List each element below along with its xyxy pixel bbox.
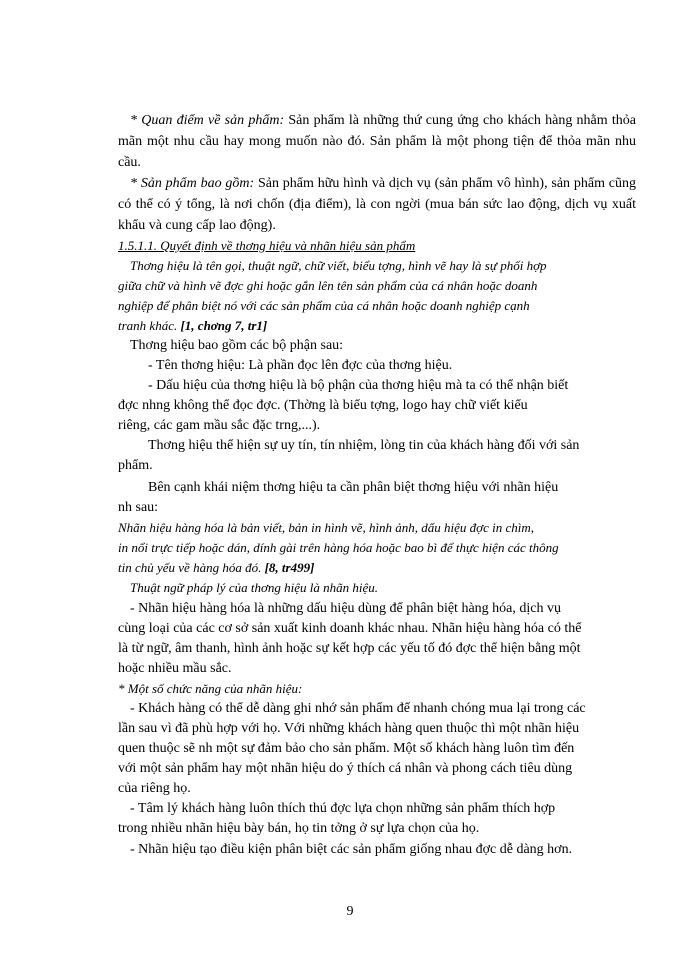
function-line: với một sản phẩm hay một nhãn hiệu do ý thích cá nhân và phong cách tiêu dùng [118, 761, 573, 776]
legal-paragraph: - Nhãn hiệu hàng hóa là những dấu hiệu dùng để phân biệt hàng hóa, dịch vụ [130, 601, 561, 616]
paragraph-product-view [118, 110, 636, 173]
paragraph-lead: * Sản phẩm bao gồm: [130, 176, 255, 191]
part-sign-line: riêng, các gam mầu sắc đặc trng,...). [118, 418, 321, 433]
function-item: - Khách hàng có thể dễ dàng ghi nhớ sản phẩm để nhanh chóng mua lại trong các [130, 701, 586, 716]
part-name-item: - Tên thơng hiệu: Là phần đọc lên đợc của thơng hiệu. [148, 358, 453, 373]
trust-line: phẩm. [118, 458, 153, 473]
definition-line: giữa chữ và hình vẽ đợc ghi hoặc gắn lên tên sản phẩm của cá nhân hoặc doanh [118, 278, 538, 293]
trust-paragraph: Thơng hiệu thể hiện sự uy tín, tín nhiệm, lòng tin của khách hàng đối với sản [148, 438, 580, 453]
part-sign-line: đợc nhng không thể đọc đợc. (Thờng là biểu tợng, logo hay chữ viết kiểu [118, 398, 528, 413]
paragraph-text: Sản phẩm hữu hình và dịch vụ (sản phẩm vô hình), sản phẩm cũng có thể có ý tổng, là nơi chốn (địa điểm), là con ngời (mua bán sức lao động, dịch vụ xuất khẩu và cung cấp lao động). [118, 176, 637, 233]
compare-paragraph: Bên cạnh khái niệm thơng hiệu ta cần phân biệt thơng hiệu với nhãn hiệu [148, 480, 559, 495]
paragraph-product-includes [118, 173, 636, 236]
label-definition-line: Nhãn hiệu hàng hóa là bản viết, bản in hình vẽ, hình ảnh, dấu hiệu đợc in chìm, [118, 520, 535, 535]
function-item: - Tâm lý khách hàng luôn thích thú đợc lựa chọn những sản phẩm thích hợp [130, 801, 556, 816]
function-line: trong nhiều nhãn hiệu bày bán, họ tin tởng ở sự lựa chọn của họ. [118, 821, 480, 836]
legal-term: Thuật ngữ pháp lý của thơng hiệu là nhãn hiệu. [130, 580, 379, 595]
label-definition-line: in nổi trực tiếp hoặc dán, dính gài trên hàng hóa hoặc bao bì để thực hiện các thông [118, 540, 559, 555]
function-line: của riêng họ. [118, 781, 191, 796]
label-definition-line [118, 558, 638, 578]
parts-intro: Thơng hiệu bao gồm các bộ phận sau: [130, 338, 344, 353]
function-line: lần sau vì đã phù hợp với họ. Với những khách hàng quen thuộc thì một nhãn hiệu [118, 721, 580, 736]
compare-line: nh sau: [118, 500, 159, 515]
page-number: 9 [346, 904, 354, 919]
legal-line: cùng loại của các cơ sở sản xuất kinh doanh khác nhau. Nhãn hiệu hàng hóa có thể [118, 621, 582, 636]
function-line: quen thuộc sẽ nh một sự đảm bảo cho sản phẩm. Một số khách hàng luôn tìm đến [118, 741, 575, 756]
citation: [8, tr499] [261, 560, 315, 575]
label-definition-text: tin chủ yếu về hàng hóa đó. [118, 560, 262, 575]
functions-title: * Một số chức năng của nhãn hiệu: [118, 681, 303, 696]
legal-line: hoặc nhiều mầu sắc. [118, 661, 232, 676]
citation: [1, chơng 7, tr1] [177, 318, 268, 333]
function-item: - Nhãn hiệu tạo điều kiện phân biệt các sản phẩm giống nhau đợc dễ dàng hơn. [130, 842, 573, 857]
paragraph-text: Sản phẩm là những thứ cung ứng cho khách hàng nhằm thỏa mãn một nhu cầu hay mong muốn nào đó. Sản phẩm là một phong tiện để thỏa mãn nhu cầu. [118, 113, 636, 170]
definition-line [118, 316, 638, 336]
definition-line: Thơng hiệu là tên gọi, thuật ngữ, chữ viết, biểu tợng, hình vẽ hay là sự phối hợp [130, 258, 547, 273]
section-heading: 1.5.1.1. Quyết định về thơng hiệu và nhãn hiệu sản phẩm [118, 238, 416, 253]
definition-line: nghiệp để phân biệt nó với các sản phẩm của cá nhân hoặc doanh nghiệp cạnh [118, 298, 530, 313]
part-sign-item: - Dấu hiệu của thơng hiệu là bộ phận của thơng hiệu mà ta có thể nhận biết [148, 378, 569, 393]
paragraph-lead: * Quan điểm về sản phẩm: [130, 113, 285, 128]
legal-line: là từ ngữ, âm thanh, hình ảnh hoặc sự kết hợp các yếu tố đó đợc thể hiện bằng một [118, 641, 581, 656]
definition-text: tranh khác. [118, 318, 178, 333]
